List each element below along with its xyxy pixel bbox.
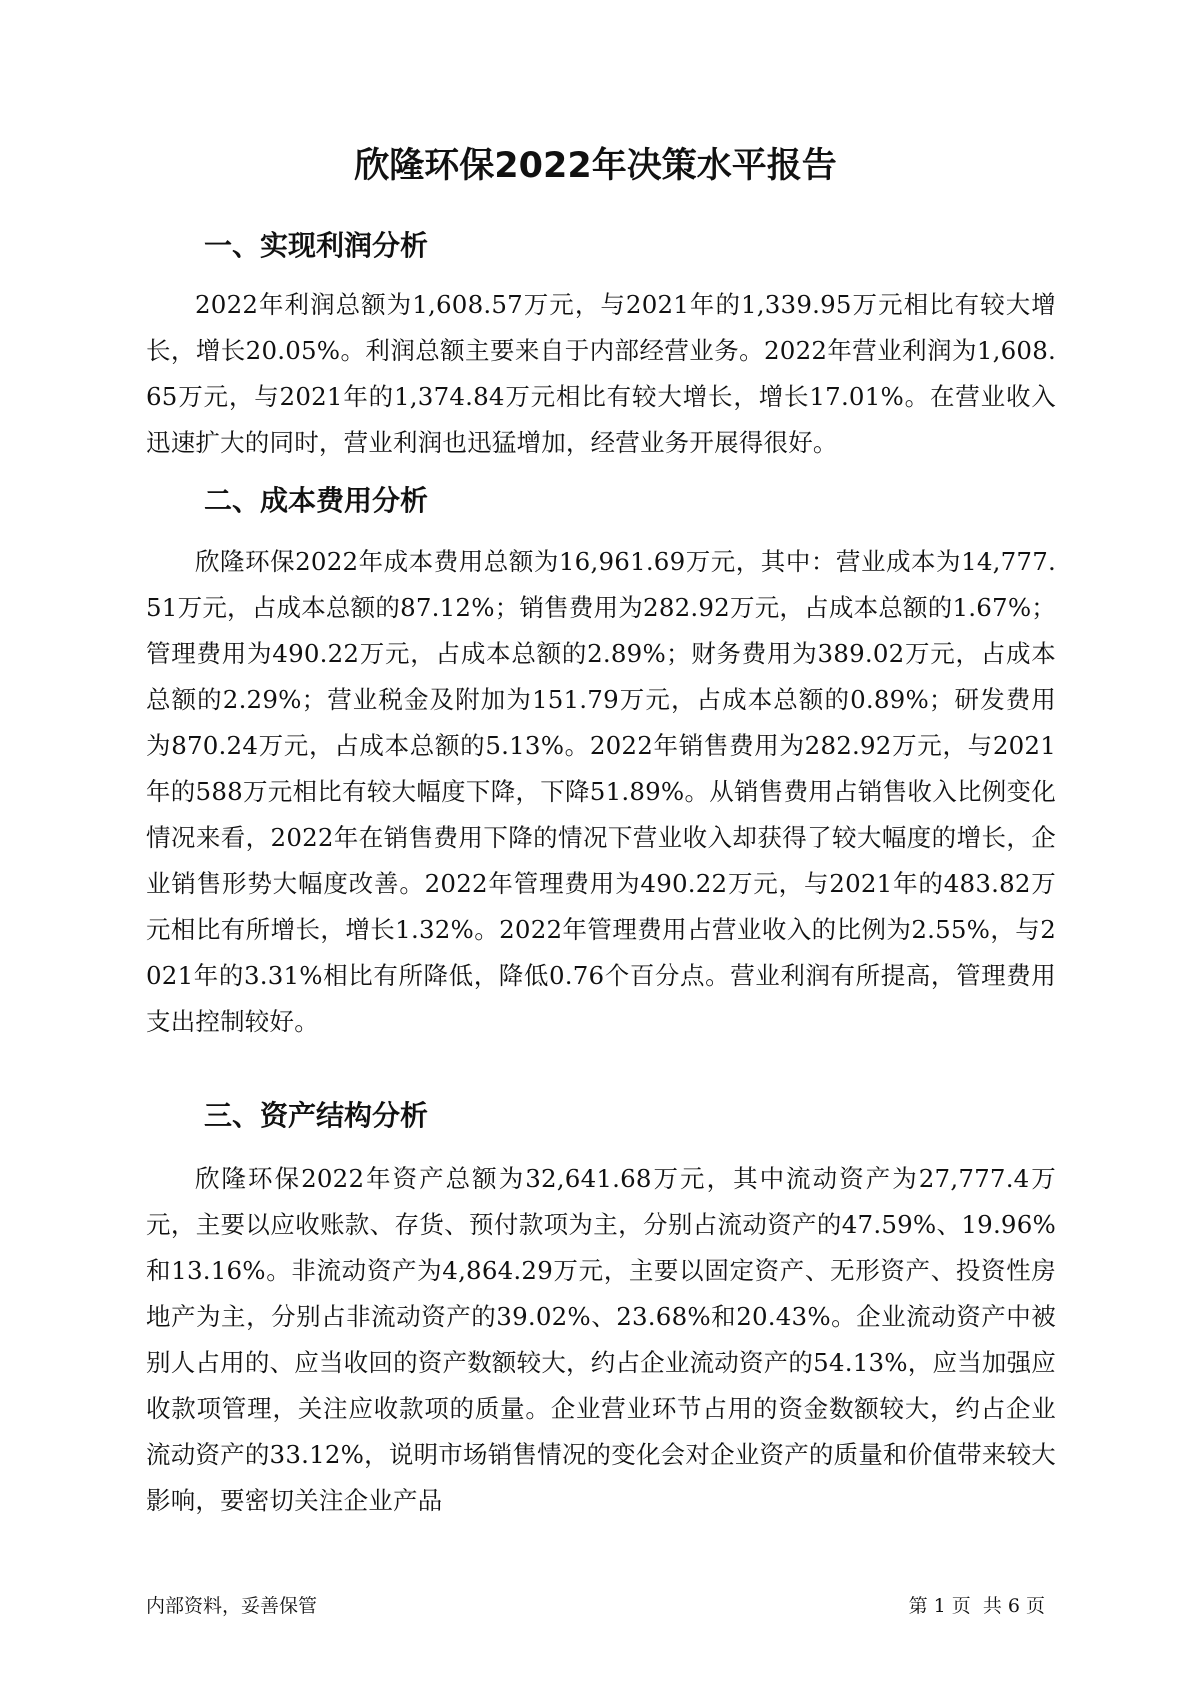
section-profit-analysis — [146, 226, 1056, 466]
document-title: 欣隆环保2022年决策水平报告 — [354, 146, 837, 186]
section-heading: 三、资产结构分析 — [204, 1099, 429, 1132]
section-paragraph: 欣隆环保2022年资产总额为32,641.68万元，其中流动资产为27,777.4万元，主要以应收账款、存货、预付款项为主，分别占流动资产的47.59%、19.96%和13.16%。非流动资产为4,864.29万元，主要以固定资产、无形资产、投资性房地产为主，分别占非流动资产的39.02%、23.68%和20.43%。企业流动资产中被别人占用的、应当收回的资产数额较大，约占企业流动资产的54.13%，应当加强应收款项管理，关注应收款项的质量。企业营业环节占用的资金数额较大，约占企业流动资产的33.12%，说明市场销售情况的变化会对企业资产的质量和价值带来较大影响，要密切关注企业产品 — [146, 1164, 1056, 1515]
section-heading: 一、实现利润分析 — [204, 229, 429, 262]
section-paragraph: 2022年利润总额为1,608.57万元，与2021年的1,339.95万元相比有较大增长，增长20.05%。利润总额主要来自于内部经营业务。2022年营业利润为1,608.65万元，与2021年的1,374.84万元相比有较大增长，增长17.01%。在营业收入迅速扩大的同时，营业利润也迅猛增加，经营业务开展得很好。 — [146, 290, 1056, 457]
footer-page-number: 第 1 页 共 6 页 — [908, 1595, 1045, 1617]
section-asset-structure-analysis — [146, 1096, 1056, 1524]
section-paragraph: 欣隆环保2022年成本费用总额为16,961.69万元，其中：营业成本为14,777.51万元，占成本总额的87.12%；销售费用为282.92万元，占成本总额的1.67%；管理费用为490.22万元，占成本总额的2.89%；财务费用为389.02万元，占成本总额的2.29%；营业税金及附加为151.79万元，占成本总额的0.89%；研发费用为870.24万元，占成本总额的5.13%。2022年销售费用为282.92万元，与2021年的588万元相比有较大幅度下降，下降51.89%。从销售费用占销售收入比例变化情况来看，2022年在销售费用下降的情况下营业收入却获得了较大幅度的增长，企业销售形势大幅度改善。2022年管理费用为490.22万元，与2021年的483.82万元相比有所增长，增长1.32%。2022年管理费用占营业收入的比例为2.55%，与2021年的3.31%相比有所降低，降低0.76个百分点。营业利润有所提高，管理费用支出控制较好。 — [146, 547, 1056, 1036]
footer-confidential-note: 内部资料，妥善保管 — [146, 1595, 318, 1617]
section-heading: 二、成本费用分析 — [204, 484, 429, 517]
section-cost-analysis — [146, 481, 1056, 1045]
